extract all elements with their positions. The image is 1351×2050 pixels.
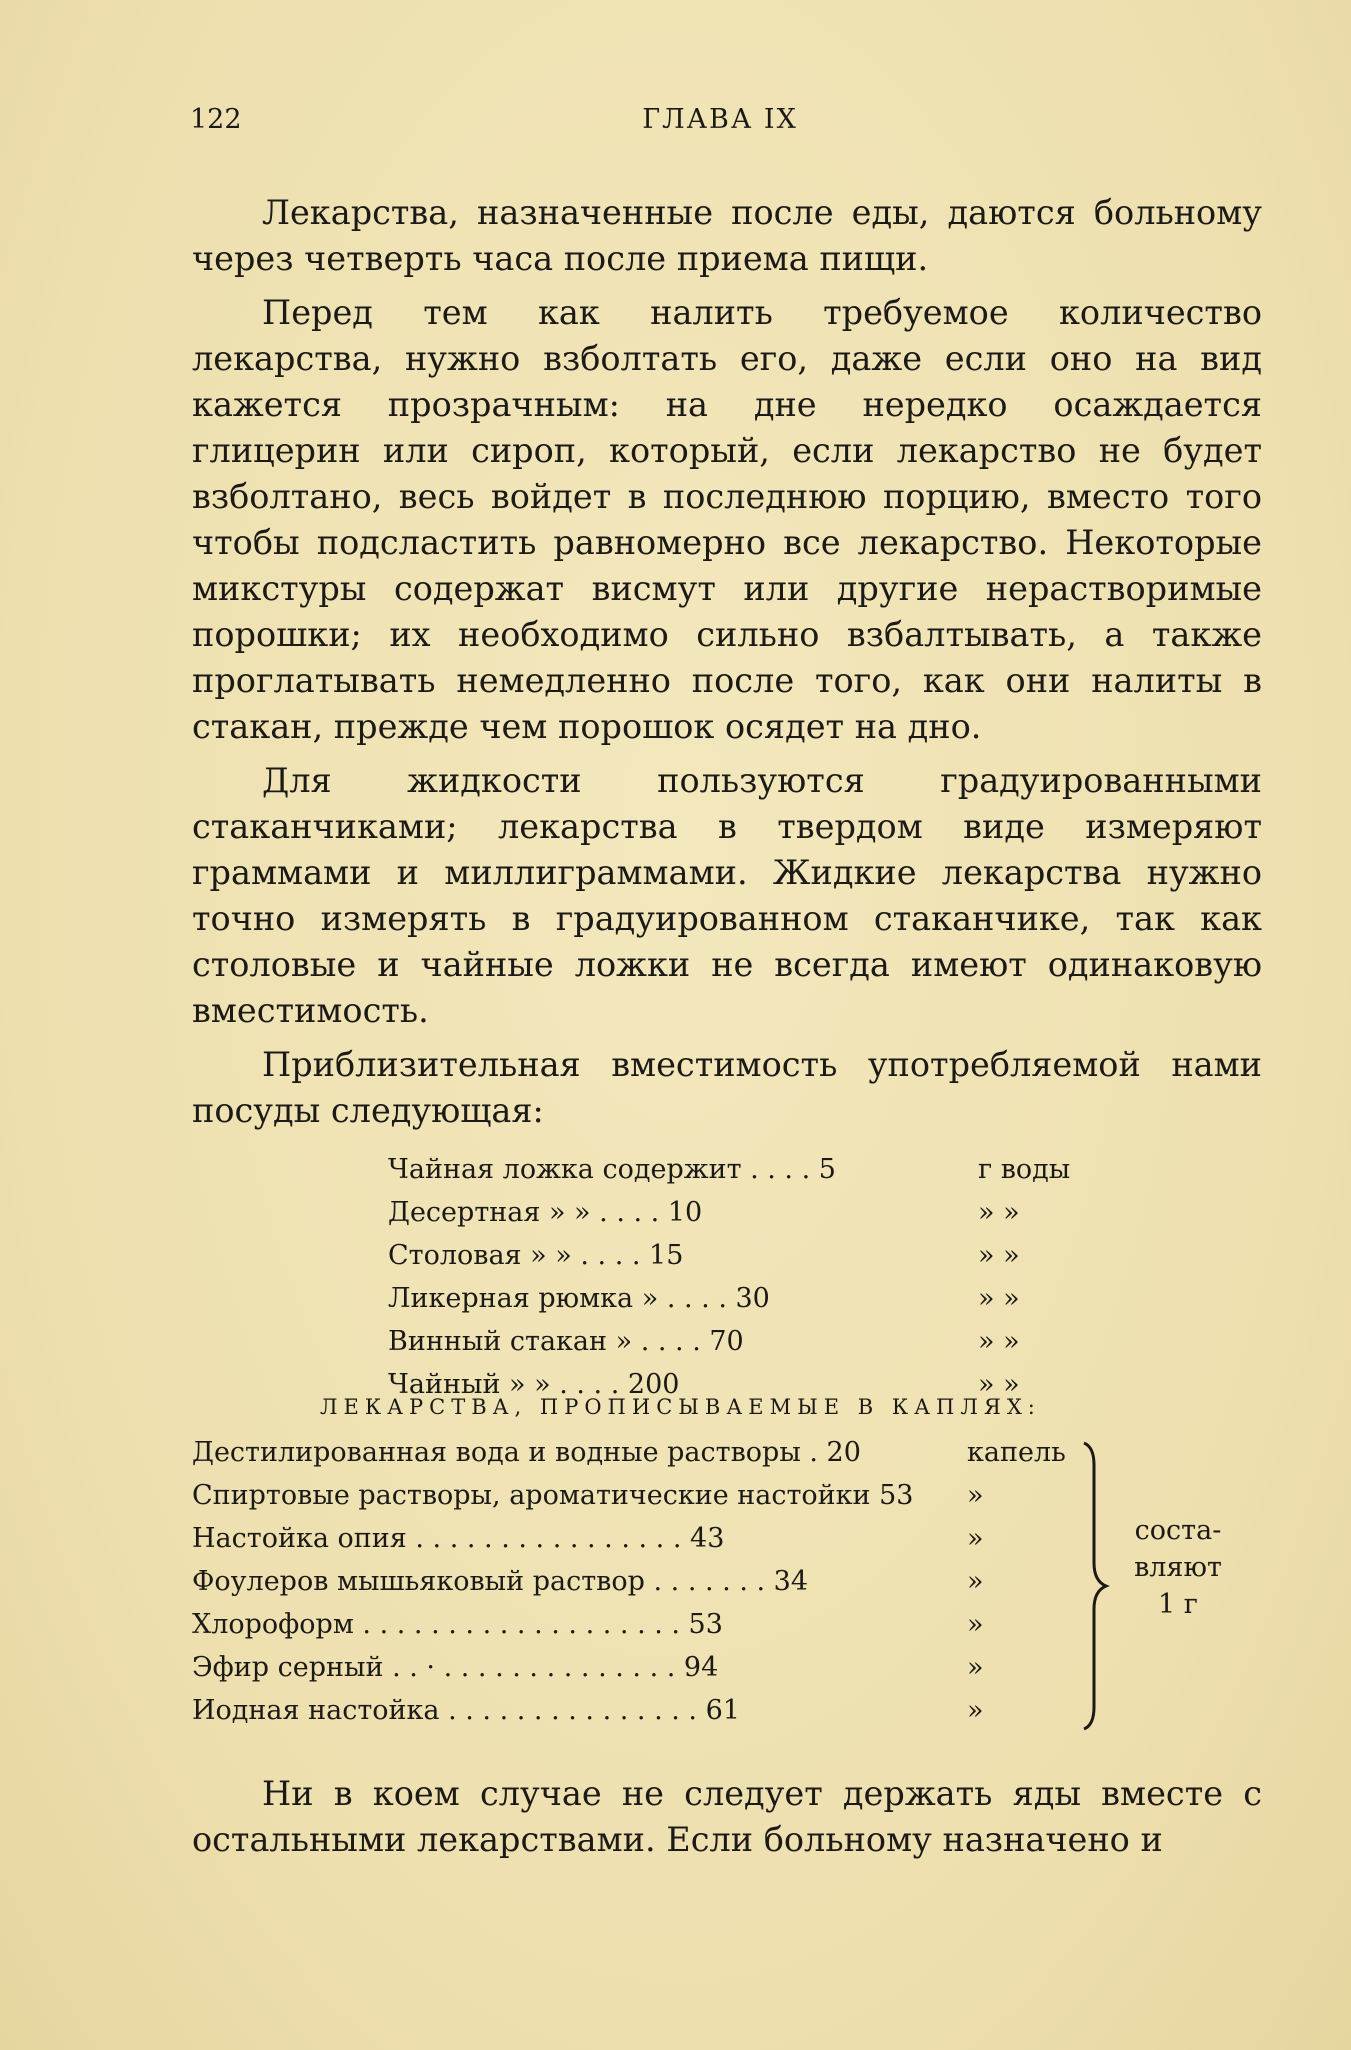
capacity-row <box>388 1148 1088 1191</box>
note-line: соста- <box>1134 1515 1222 1546</box>
capacity-item: Чайный » » . . . . 200 <box>388 1369 680 1400</box>
note-line: 1 г <box>1158 1589 1198 1620</box>
paragraph: Приблизительная вместимость употребляемой нами посуды следующая: <box>192 1045 1262 1130</box>
drops-unit: » <box>967 1652 984 1683</box>
drops-item: Спиртовые растворы, ароматические настойки 53 <box>192 1480 914 1511</box>
chapter-title: ГЛАВА IX <box>642 104 798 135</box>
drops-row <box>192 1474 1092 1517</box>
capacity-unit: » » <box>978 1240 1020 1271</box>
capacity-item: Ликерная рюмка » . . . . 30 <box>388 1283 770 1314</box>
right-brace-icon <box>1080 1441 1110 1731</box>
drops-unit: » <box>967 1480 984 1511</box>
capacity-unit: » » <box>978 1197 1020 1228</box>
capacity-unit: » » <box>978 1326 1020 1357</box>
note-line: вляют <box>1134 1552 1222 1583</box>
closing-text <box>192 1771 1262 1871</box>
capacity-item: Винный стакан » . . . . 70 <box>388 1326 744 1357</box>
capacity-table <box>388 1148 1088 1406</box>
paragraph: Для жидкости пользуются градуированными стаканчиками; лекарства в твердом виде измеряют граммами и миллиграммами. Жидкие лекарства нужно точно измерять в градуированном стаканчике, так как столовые и чайные ложки не всегда имеют одинаковую вместимость. <box>192 761 1262 1030</box>
capacity-item: Десертная » » . . . . 10 <box>388 1197 703 1228</box>
drops-row <box>192 1603 1092 1646</box>
drops-row <box>192 1560 1092 1603</box>
drops-unit: капель <box>967 1437 1066 1468</box>
page-header <box>190 104 1250 148</box>
drops-heading: ЛЕКАРСТВА, ПРОПИСЫВАЕМЫЕ В КАПЛЯХ: <box>320 1395 1041 1419</box>
drops-total-note <box>1108 1512 1248 1623</box>
paragraph: Ни в коем случае не следует держать яды вместе с остальными лекарствами. Если больному назначено и <box>192 1774 1262 1859</box>
capacity-item: Столовая » » . . . . 15 <box>388 1240 684 1271</box>
capacity-row <box>388 1277 1088 1320</box>
page-number: 122 <box>190 104 242 135</box>
drops-item: Фоулеров мышьяковый раствор . . . . . . . 34 <box>192 1566 809 1597</box>
capacity-unit: г воды <box>978 1154 1071 1185</box>
drops-row <box>192 1517 1092 1560</box>
drops-row <box>192 1431 1092 1474</box>
drops-row <box>192 1689 1092 1732</box>
drops-item: Иодная настойка . . . . . . . . . . . . . . . 61 <box>192 1695 740 1726</box>
main-text <box>192 190 1262 1142</box>
capacity-item: Чайная ложка содержит . . . . 5 <box>388 1154 836 1185</box>
drops-item: Хлороформ . . . . . . . . . . . . . . . . . . . 53 <box>192 1609 723 1640</box>
drops-unit: » <box>967 1695 984 1726</box>
drops-unit: » <box>967 1523 984 1554</box>
paragraph: Лекарства, назначенные после еды, даются больному через четверть часа после приема пищи. <box>192 193 1262 278</box>
paragraph: Перед тем как налить требуемое количество лекарства, нужно взболтать его, даже если оно на вид кажется прозрачным: на дне нередко осаждается глицерин или сироп, который, если лекарство не будет взболтано, весь войдет в последнюю порцию, вместо того чтобы подсластить равномерно все лекарство. Некоторые микстуры содержат висмут или другие нерастворимые порошки; их необходимо сильно взбалтывать, а также проглатывать немедленно после того, как они налиты в стакан, прежде чем порошок осядет на дно. <box>192 293 1262 746</box>
capacity-unit: » » <box>978 1369 1020 1400</box>
capacity-row <box>388 1320 1088 1363</box>
drops-row <box>192 1646 1092 1689</box>
drops-item: Эфир серный . . · . . . . . . . . . . . . . . 94 <box>192 1652 719 1683</box>
drops-table <box>192 1431 1092 1732</box>
drops-unit: » <box>967 1566 984 1597</box>
capacity-unit: » » <box>978 1283 1020 1314</box>
drops-item: Настойка опия . . . . . . . . . . . . . . . . 43 <box>192 1523 725 1554</box>
drops-unit: » <box>967 1609 984 1640</box>
capacity-row <box>388 1234 1088 1277</box>
drops-item: Дестилированная вода и водные растворы . 20 <box>192 1437 861 1468</box>
capacity-row <box>388 1191 1088 1234</box>
